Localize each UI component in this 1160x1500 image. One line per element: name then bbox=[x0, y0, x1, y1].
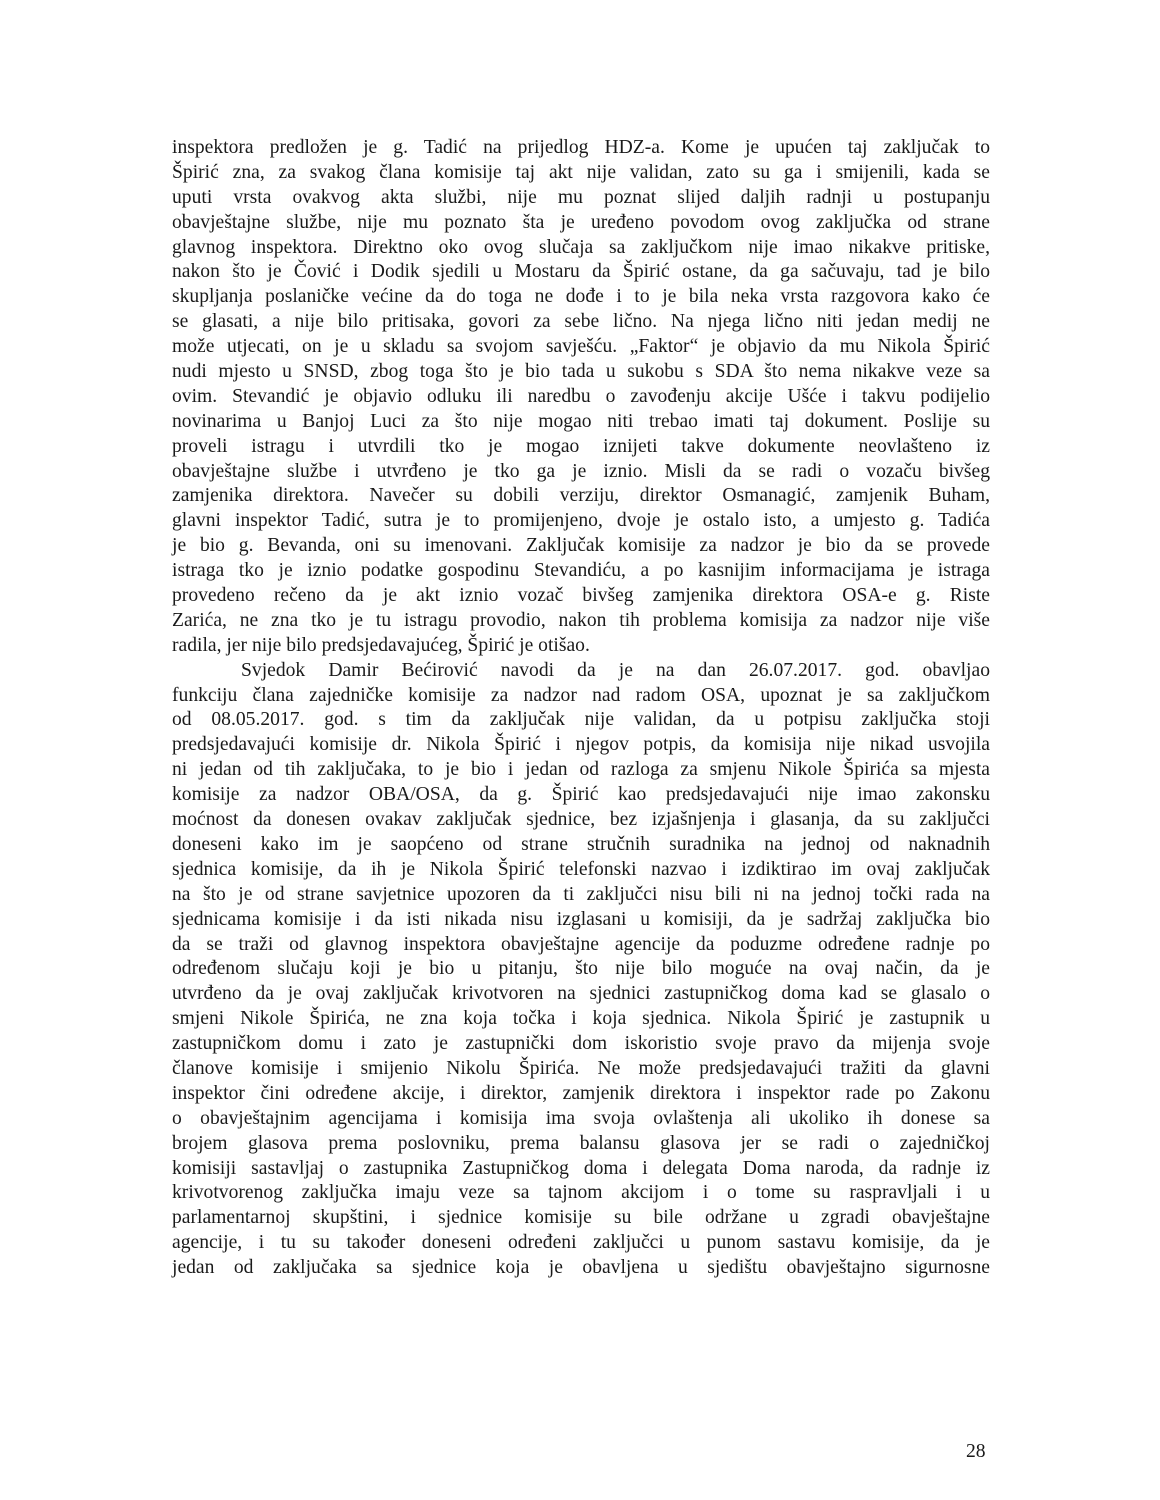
text-line: smjeni Nikole Špirića, ne zna koja točka i koja sjednica. Nikola Špirić je zastupnik u bbox=[172, 1008, 990, 1030]
text-line: brojem glasova prema poslovniku, prema balansu glasova jer se radi o zajedničkoj bbox=[172, 1132, 990, 1154]
text-line: može utjecati, on je u skladu sa svojom savješću. „Faktor“ je objavio da mu Nikola Špirić bbox=[172, 336, 990, 358]
text-line: o obavještajnim agencijama i komisija ima svoja ovlaštenja ali ukoliko ih donese sa bbox=[172, 1107, 990, 1129]
text-line: skupljanja poslaničke većine da do toga ne dođe i to je bila neka vrsta razgovora kako će bbox=[172, 286, 990, 308]
text-line: obavještajne službe i utvrđeno je tko ga je iznio. Misli da se radi o vozaču bivšeg bbox=[172, 460, 990, 482]
text-line: Zarića, ne zna tko je tu istragu provodio, nakon tih problema komisija za nadzor nije više bbox=[172, 609, 990, 631]
text-line: krivotvorenog zaključka imaju veze sa tajnom akcijom i o tome su raspravljali i u bbox=[172, 1182, 990, 1204]
text-line: uputi vrsta ovakvog akta službi, nije mu poznat slijed daljih radnji u postupanju bbox=[172, 186, 990, 208]
text-line: je bio g. Bevanda, oni su imenovani. Zaključak komisije za nadzor je bio da se provede bbox=[172, 535, 990, 557]
text-line: glavnog inspektora. Direktno oko ovog slučaja sa zaključkom nije imao nikakve pritiske, bbox=[172, 236, 990, 258]
text-line: proveli istragu i utvrdili tko je mogao iznijeti takve dokumente neovlašteno iz bbox=[172, 435, 990, 457]
paragraph-2 bbox=[172, 659, 990, 1281]
text-line: parlamentarnoj skupštini, i sjednice komisije su bile održane u zgradi obavještajne bbox=[172, 1207, 990, 1229]
page-number: 28 bbox=[966, 1441, 986, 1462]
text-line: funkciju člana zajedničke komisije za nadzor nad radom OSA, upoznat je sa zaključkom bbox=[172, 684, 990, 706]
text-line: određenom slučaju koji je bio u pitanju, što nije bilo moguće na ovaj način, da je bbox=[172, 958, 990, 980]
text-line: da se traži od glavnog inspektora obavještajne agencije da poduzme određene radnje po bbox=[172, 933, 990, 955]
text-line: članove komisije i smijenio Nikolu Špirića. Ne može predsjedavajući tražiti da glavni bbox=[172, 1057, 990, 1079]
paragraph-1 bbox=[172, 136, 990, 659]
text-line: nudi mjesto u SNSD, zbog toga što je bio tada u sukobu s SDA što nema nikakve veze sa bbox=[172, 361, 990, 383]
text-line: Svjedok Damir Bećirović navodi da je na dan 26.07.2017. god. obavljao bbox=[241, 659, 990, 681]
text-line: ovim. Stevandić je objavio odluku ili naredbu o zavođenju akcije Ušće i takvu podijelio bbox=[172, 385, 990, 407]
text-line: predsjedavajući komisije dr. Nikola Špirić i njegov potpis, da komisija nije nikad usvojila bbox=[172, 734, 990, 756]
text-line: istraga tko je iznio podatke gospodinu Stevandiću, a po kasnijim informacijama je istraga bbox=[172, 560, 990, 582]
text-line: moćnost da donesen ovakav zaključak sjednice, bez izjašnjenja i glasanja, da su zaključci bbox=[172, 809, 990, 831]
document-body bbox=[172, 136, 990, 1281]
text-line: komisije za nadzor OBA/OSA, da g. Špirić kao predsjedavajući nije imao zakonsku bbox=[172, 784, 990, 806]
text-line: agencije, i tu su također doneseni određeni zaključci u punom sastavu komisije, da je bbox=[172, 1232, 990, 1254]
text-line: na što je od strane savjetnice upozoren da ti zaključci nisu bili ni na jednoj točki rada na bbox=[172, 883, 990, 905]
text-line: zamjenika direktora. Navečer su dobili verziju, direktor Osmanagić, zamjenik Buham, bbox=[172, 485, 990, 507]
text-line: sjednicama komisije i da isti nikada nisu izglasani u komisiji, da je sadržaj zaključka bio bbox=[172, 908, 990, 930]
text-line: utvrđeno da je ovaj zaključak krivotvoren na sjednici zastupničkog doma kad se glasalo o bbox=[172, 983, 990, 1005]
text-line: glavni inspektor Tadić, sutra je to promijenjeno, dvoje je ostalo isto, a umjesto g. Tadića bbox=[172, 510, 990, 532]
text-line: zastupničkom domu i zato je zastupnički dom iskoristio svoje pravo da mijenja svoje bbox=[172, 1033, 990, 1055]
text-line: Špirić zna, za svakog člana komisije taj akt nije validan, zato su ga i smijenili, kada se bbox=[172, 161, 990, 183]
text-line: nakon što je Čović i Dodik sjedili u Mostaru da Špirić ostane, da ga sačuvaju, tad je bilo bbox=[172, 261, 990, 283]
text-line: inspektora predložen je g. Tadić na prijedlog HDZ-a. Kome je upućen taj zaključak to bbox=[172, 137, 990, 158]
text-line: doneseni kako im je saopćeno od strane stručnih suradnika na jednoj od naknadnih bbox=[172, 833, 990, 855]
text-line: radila, jer nije bilo predsjedavajućeg, Špirić je otišao. bbox=[172, 634, 590, 656]
text-line: se glasati, a nije bilo pritisaka, govori za sebe lično. Na njega lično niti jedan medij ne bbox=[172, 311, 990, 333]
text-line: od 08.05.2017. god. s tim da zaključak nije validan, da u potpisu zaključka stoji bbox=[172, 709, 990, 731]
text-line: sjednica komisije, da ih je Nikola Špirić telefonski nazvao i izdiktirao im ovaj zaključak bbox=[172, 858, 990, 880]
text-line: obavještajne službe, nije mu poznato šta je uređeno povodom ovog zaključka od strane bbox=[172, 211, 990, 233]
text-line: jedan od zaključaka sa sjednice koja je obavljena u sjedištu obavještajno sigurnosne bbox=[172, 1257, 990, 1279]
text-line: komisiji sastavljaj o zastupnika Zastupničkog doma i delegata Doma naroda, da radnje iz bbox=[172, 1157, 990, 1179]
text-line: inspektor čini određene akcije, i direktor, zamjenik direktora i inspektor rade po Zakonu bbox=[172, 1082, 990, 1104]
text-line: novinarima u Banjoj Luci za što nije mogao niti trebao imati taj dokument. Poslije su bbox=[172, 410, 990, 432]
text-line: ni jedan od tih zaključaka, to je bio i jedan od razloga za smjenu Nikole Špirića sa mjesta bbox=[172, 759, 990, 781]
text-line: provedeno rečeno da je akt iznio vozač bivšeg zamjenika direktora OSA-e g. Riste bbox=[172, 585, 990, 607]
